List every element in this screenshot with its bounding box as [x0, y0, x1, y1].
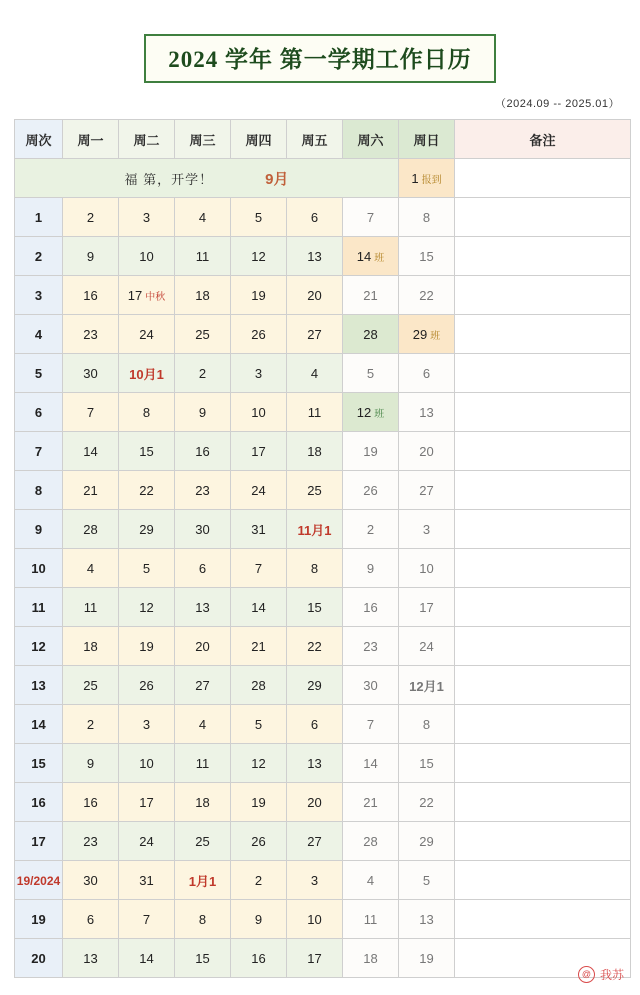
day-cell: 26	[231, 822, 287, 861]
sunday-cell: 5	[399, 861, 455, 900]
day-cell: 10	[119, 237, 175, 276]
day-cell: 4	[175, 705, 231, 744]
day-cell: 11	[175, 744, 231, 783]
day-cell: 21	[63, 471, 119, 510]
week-number: 15	[15, 744, 63, 783]
day-cell	[119, 276, 175, 315]
day-cell: 14	[231, 588, 287, 627]
day-cell: 10	[119, 744, 175, 783]
banner-sunday-number: 1	[411, 170, 419, 186]
day-festival-label: 中秋	[145, 291, 166, 303]
banner-text: 福 第，开学！	[124, 171, 214, 187]
header-wednesday: 周三	[175, 120, 231, 159]
remark-cell	[455, 822, 631, 861]
day-cell: 13	[175, 588, 231, 627]
day-cell: 9	[63, 744, 119, 783]
day-cell: 4	[175, 198, 231, 237]
remark-cell	[455, 159, 631, 198]
day-cell: 6	[287, 198, 343, 237]
saturday-cell: 28	[343, 822, 399, 861]
sunday-cell: 19	[399, 939, 455, 978]
day-cell: 6	[287, 705, 343, 744]
day-cell: 23	[175, 471, 231, 510]
day-cell: 26	[119, 666, 175, 705]
saturday-cell: 7	[343, 705, 399, 744]
header-remarks: 备注	[455, 120, 631, 159]
day-cell: 21	[231, 627, 287, 666]
remark-cell	[455, 783, 631, 822]
day-cell: 4	[287, 354, 343, 393]
sunday-cell: 27	[399, 471, 455, 510]
table-row	[15, 471, 631, 510]
day-cell: 31	[119, 861, 175, 900]
day-cell: 10	[231, 393, 287, 432]
day-cell: 12	[231, 744, 287, 783]
table-row	[15, 705, 631, 744]
saturday-cell: 18	[343, 939, 399, 978]
week-number: 13	[15, 666, 63, 705]
day-cell: 8	[287, 549, 343, 588]
week-number: 14	[15, 705, 63, 744]
calendar-page	[0, 34, 640, 995]
remark-cell	[455, 549, 631, 588]
table-row	[15, 198, 631, 237]
day-cell: 11	[287, 393, 343, 432]
week-number-label: 19/2024	[16, 873, 61, 888]
header-monday: 周一	[63, 120, 119, 159]
day-cell: 7	[63, 393, 119, 432]
day-cell: 20	[287, 276, 343, 315]
header-friday: 周五	[287, 120, 343, 159]
day-cell: 3	[287, 861, 343, 900]
week-number: 11	[15, 588, 63, 627]
day-cell: 16	[231, 939, 287, 978]
day-cell: 3	[231, 354, 287, 393]
day-cell: 19	[231, 276, 287, 315]
saturday-number: 14	[356, 248, 372, 264]
remark-cell	[455, 315, 631, 354]
day-cell: 19	[231, 783, 287, 822]
day-cell: 5	[119, 549, 175, 588]
day-cell: 13	[63, 939, 119, 978]
week-number: 7	[15, 432, 63, 471]
day-cell: 23	[63, 822, 119, 861]
day-cell: 3	[119, 705, 175, 744]
table-row	[15, 900, 631, 939]
day-cell: 20	[175, 627, 231, 666]
week-number: 4	[15, 315, 63, 354]
saturday-cell: 30	[343, 666, 399, 705]
saturday-number: 12	[356, 404, 372, 420]
banner-row	[15, 159, 631, 198]
remark-cell	[455, 744, 631, 783]
remark-cell	[455, 510, 631, 549]
week-number	[15, 861, 63, 900]
sunday-cell: 8	[399, 198, 455, 237]
sunday-cell: 20	[399, 432, 455, 471]
page-subtitle: （2024.09 -- 2025.01）	[495, 98, 620, 110]
week-number: 9	[15, 510, 63, 549]
saturday-cell: 21	[343, 783, 399, 822]
header-sunday: 周日	[399, 120, 455, 159]
day-cell: 25	[175, 315, 231, 354]
banner-sunday-cell	[399, 159, 455, 198]
table-row	[15, 588, 631, 627]
day-cell: 8	[119, 393, 175, 432]
remark-cell	[455, 198, 631, 237]
day-cell: 30	[63, 861, 119, 900]
day-cell: 24	[231, 471, 287, 510]
saturday-cell: 28	[343, 315, 399, 354]
day-cell: 16	[175, 432, 231, 471]
day-cell: 18	[175, 783, 231, 822]
sunday-cell: 13	[399, 900, 455, 939]
day-cell: 25	[63, 666, 119, 705]
saturday-cell: 2	[343, 510, 399, 549]
day-cell: 15	[119, 432, 175, 471]
day-cell: 15	[287, 588, 343, 627]
week-number: 16	[15, 783, 63, 822]
day-cell: 1月1	[175, 861, 231, 900]
remark-cell	[455, 666, 631, 705]
day-cell: 11月1	[287, 510, 343, 549]
sunday-cell: 29	[399, 822, 455, 861]
saturday-note: 班	[374, 408, 385, 420]
remark-cell	[455, 471, 631, 510]
saturday-cell: 23	[343, 627, 399, 666]
header-tuesday: 周二	[119, 120, 175, 159]
banner-month: 9月	[265, 170, 289, 188]
remark-cell	[455, 354, 631, 393]
day-cell: 11	[63, 588, 119, 627]
day-cell: 24	[119, 315, 175, 354]
table-row	[15, 432, 631, 471]
day-cell: 12	[231, 237, 287, 276]
week-number: 20	[15, 939, 63, 978]
day-cell: 9	[63, 237, 119, 276]
week-number: 5	[15, 354, 63, 393]
sunday-cell	[399, 315, 455, 354]
week-number: 19	[15, 900, 63, 939]
day-cell: 27	[175, 666, 231, 705]
day-cell: 27	[287, 822, 343, 861]
sunday-cell: 6	[399, 354, 455, 393]
day-cell: 19	[119, 627, 175, 666]
day-cell: 24	[119, 822, 175, 861]
table-row	[15, 276, 631, 315]
saturday-cell	[343, 237, 399, 276]
saturday-cell: 5	[343, 354, 399, 393]
day-cell: 2	[231, 861, 287, 900]
table-row	[15, 237, 631, 276]
table-row	[15, 627, 631, 666]
day-cell: 12	[119, 588, 175, 627]
day-cell: 28	[63, 510, 119, 549]
saturday-cell: 9	[343, 549, 399, 588]
at-icon: @	[578, 966, 595, 983]
saturday-cell	[343, 393, 399, 432]
day-cell: 30	[63, 354, 119, 393]
day-cell: 28	[231, 666, 287, 705]
day-cell: 27	[287, 315, 343, 354]
day-cell: 17	[231, 432, 287, 471]
remark-cell	[455, 900, 631, 939]
sunday-number: 29	[412, 326, 428, 342]
sunday-cell: 8	[399, 705, 455, 744]
day-cell: 29	[119, 510, 175, 549]
sunday-cell: 3	[399, 510, 455, 549]
page-title: 2024 学年 第一学期工作日历	[144, 34, 496, 83]
day-cell: 22	[287, 627, 343, 666]
day-number: 17	[127, 287, 143, 303]
sunday-cell: 10	[399, 549, 455, 588]
sunday-cell: 15	[399, 237, 455, 276]
sunday-cell: 24	[399, 627, 455, 666]
day-cell: 16	[63, 783, 119, 822]
day-cell: 30	[175, 510, 231, 549]
table-row	[15, 783, 631, 822]
saturday-cell: 26	[343, 471, 399, 510]
day-cell: 5	[231, 705, 287, 744]
day-cell: 4	[63, 549, 119, 588]
day-cell: 7	[231, 549, 287, 588]
remark-cell	[455, 237, 631, 276]
table-header	[15, 120, 631, 159]
week-number: 10	[15, 549, 63, 588]
table-row	[15, 939, 631, 978]
day-cell: 18	[63, 627, 119, 666]
week-number: 2	[15, 237, 63, 276]
table-row	[15, 822, 631, 861]
week-number: 12	[15, 627, 63, 666]
day-cell: 17	[287, 939, 343, 978]
sunday-cell: 12月1	[399, 666, 455, 705]
table-body	[15, 159, 631, 978]
day-cell: 13	[287, 237, 343, 276]
day-cell: 15	[175, 939, 231, 978]
header-row	[15, 120, 631, 159]
saturday-cell: 19	[343, 432, 399, 471]
day-cell: 2	[63, 198, 119, 237]
banner-cell	[15, 159, 399, 198]
day-cell: 14	[119, 939, 175, 978]
table-row	[15, 861, 631, 900]
day-cell: 5	[231, 198, 287, 237]
sunday-cell: 13	[399, 393, 455, 432]
day-cell: 18	[287, 432, 343, 471]
day-cell: 17	[119, 783, 175, 822]
saturday-cell: 14	[343, 744, 399, 783]
sunday-cell: 15	[399, 744, 455, 783]
remark-cell	[455, 432, 631, 471]
day-cell: 26	[231, 315, 287, 354]
sunday-note: 班	[430, 330, 441, 342]
day-cell: 9	[231, 900, 287, 939]
week-number: 8	[15, 471, 63, 510]
saturday-note: 班	[374, 252, 385, 264]
day-cell: 3	[119, 198, 175, 237]
watermark	[578, 966, 624, 983]
saturday-cell: 11	[343, 900, 399, 939]
remark-cell	[455, 588, 631, 627]
remark-cell	[455, 276, 631, 315]
sunday-cell: 22	[399, 276, 455, 315]
week-number: 6	[15, 393, 63, 432]
day-cell: 6	[175, 549, 231, 588]
day-cell: 11	[175, 237, 231, 276]
sunday-cell: 22	[399, 783, 455, 822]
day-cell: 16	[63, 276, 119, 315]
table-row	[15, 666, 631, 705]
day-cell: 2	[175, 354, 231, 393]
table-row	[15, 354, 631, 393]
watermark-text: 我苏	[599, 968, 624, 982]
day-cell: 25	[287, 471, 343, 510]
day-cell: 7	[119, 900, 175, 939]
day-cell: 18	[175, 276, 231, 315]
day-cell: 8	[175, 900, 231, 939]
remark-cell	[455, 705, 631, 744]
day-cell: 10月1	[119, 354, 175, 393]
table-row	[15, 315, 631, 354]
week-number: 3	[15, 276, 63, 315]
saturday-cell: 4	[343, 861, 399, 900]
day-cell: 10	[287, 900, 343, 939]
header-week: 周次	[15, 120, 63, 159]
header-thursday: 周四	[231, 120, 287, 159]
table-row	[15, 393, 631, 432]
title-container	[14, 34, 626, 83]
week-number: 17	[15, 822, 63, 861]
week-number: 1	[15, 198, 63, 237]
table-row	[15, 510, 631, 549]
day-cell: 9	[175, 393, 231, 432]
remark-cell	[455, 861, 631, 900]
day-cell: 23	[63, 315, 119, 354]
work-calendar-table	[14, 119, 631, 978]
day-cell: 29	[287, 666, 343, 705]
saturday-cell: 21	[343, 276, 399, 315]
remark-cell	[455, 393, 631, 432]
remark-cell	[455, 627, 631, 666]
day-cell: 22	[119, 471, 175, 510]
day-cell: 14	[63, 432, 119, 471]
banner-sunday-note: 报到	[421, 174, 442, 186]
day-cell: 20	[287, 783, 343, 822]
table-row	[15, 549, 631, 588]
saturday-cell: 7	[343, 198, 399, 237]
saturday-cell: 16	[343, 588, 399, 627]
day-cell: 13	[287, 744, 343, 783]
day-cell: 2	[63, 705, 119, 744]
table-row	[15, 744, 631, 783]
header-saturday: 周六	[343, 120, 399, 159]
sunday-cell: 17	[399, 588, 455, 627]
day-cell: 6	[63, 900, 119, 939]
day-cell: 31	[231, 510, 287, 549]
day-cell: 25	[175, 822, 231, 861]
